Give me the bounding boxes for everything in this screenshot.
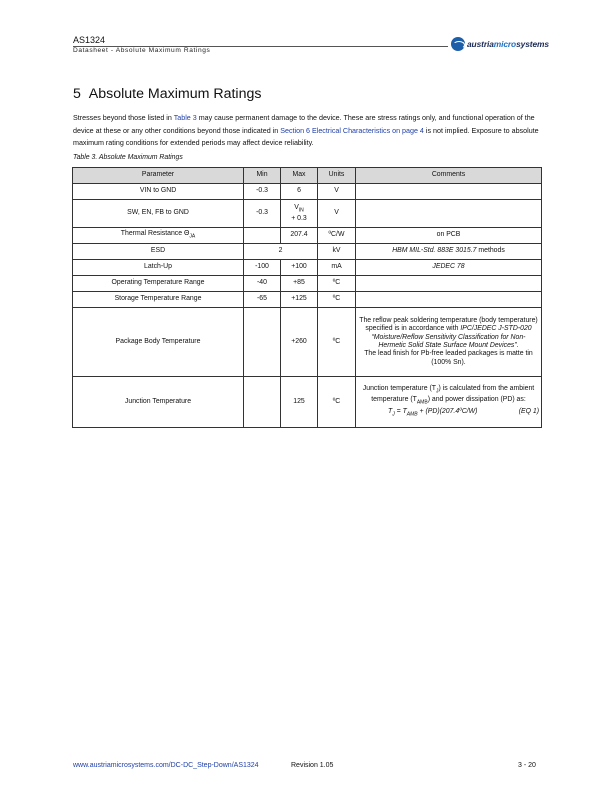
footer-revision: Revision 1.05 <box>291 762 334 769</box>
absolute-maximum-ratings-table <box>72 167 542 428</box>
table-row: Operating Temperature Range -40 +85 ºC <box>73 276 542 292</box>
header-max: Max <box>281 168 318 184</box>
section-heading: 5 Absolute Maximum Ratings <box>73 86 262 102</box>
header-parameter: Parameter <box>73 168 244 184</box>
header-comments: Comments <box>356 168 542 184</box>
company-logo <box>451 37 549 51</box>
table-caption: Table 3. Absolute Maximum Ratings <box>73 154 183 161</box>
table-header-row <box>73 168 542 184</box>
table-row: Latch-Up -100 +100 mA JEDEC 78 <box>73 260 542 276</box>
equation-label: (EQ 1) <box>518 408 539 416</box>
table-row: ESD 2 kV HBM MIL-Std. 883E 3015.7 methods <box>73 244 542 260</box>
header-min: Min <box>244 168 281 184</box>
header-units: Units <box>318 168 356 184</box>
table-row: Junction Temperature 125 ºC Junction temperature $(T_J)$ is calculated from the ambient temperature $(T_{AMB})$ and power dissipation (PD) as: $T_J = T_{AMB}$ + (PD)(207.4ºC/W) (EQ 1) <box>73 377 542 428</box>
document-id: AS1324 <box>73 35 106 45</box>
document-subtitle: Datasheet - Absolute Maximum Ratings <box>73 47 211 54</box>
table-row: Thermal Resistance $\Theta_{JA}$ 207.4 ºC/W on PCB <box>73 228 542 244</box>
table-row: Storage Temperature Range -65 +125 ºC <box>73 292 542 308</box>
section-6-link[interactable]: Section 6 Electrical Characteristics on page 4 <box>280 126 424 135</box>
logo-icon <box>451 37 465 51</box>
table-row: SW, EN, FB to GND -0.3 $V_{IN}$ + 0.3 V <box>73 200 542 228</box>
intro-paragraph: Stresses beyond those listed in Table 3 may cause permanent damage to the device. These are stress ratings only, and functional operation of the device at these or any other conditions beyond those indicated in Section 6 Electrical Characteristics on page 4 is not implied. Exposure to absolute maximum rating conditions for extended periods may affect device reliability. <box>73 114 539 147</box>
logo-wordmark: austriamicrosystems <box>467 39 549 49</box>
table-row: Package Body Temperature +260 ºC The reflow peak soldering temperature (body temperature) specified is in accordance with IPC/JEDEC J-STD-020 “Moisture/Reflow Sensitivity Classification for Non-Hermetic Solid State Surface Mount Devices”. The lead finish for Pb-free leaded packages is matte tin (100% Sn). <box>73 308 542 377</box>
footer-url-link[interactable]: www.austriamicrosystems.com/DC-DC_Step-Down/AS1324 <box>73 762 259 769</box>
junction-equation: $T_J = T_{AMB}$ + (PD)(207.4ºC/W) (EQ 1) <box>388 408 539 418</box>
table-row: VIN to GND -0.3 6 V <box>73 184 542 200</box>
footer-page-number: 3 - 20 <box>518 762 536 769</box>
table-3-link[interactable]: Table 3 <box>173 114 197 122</box>
